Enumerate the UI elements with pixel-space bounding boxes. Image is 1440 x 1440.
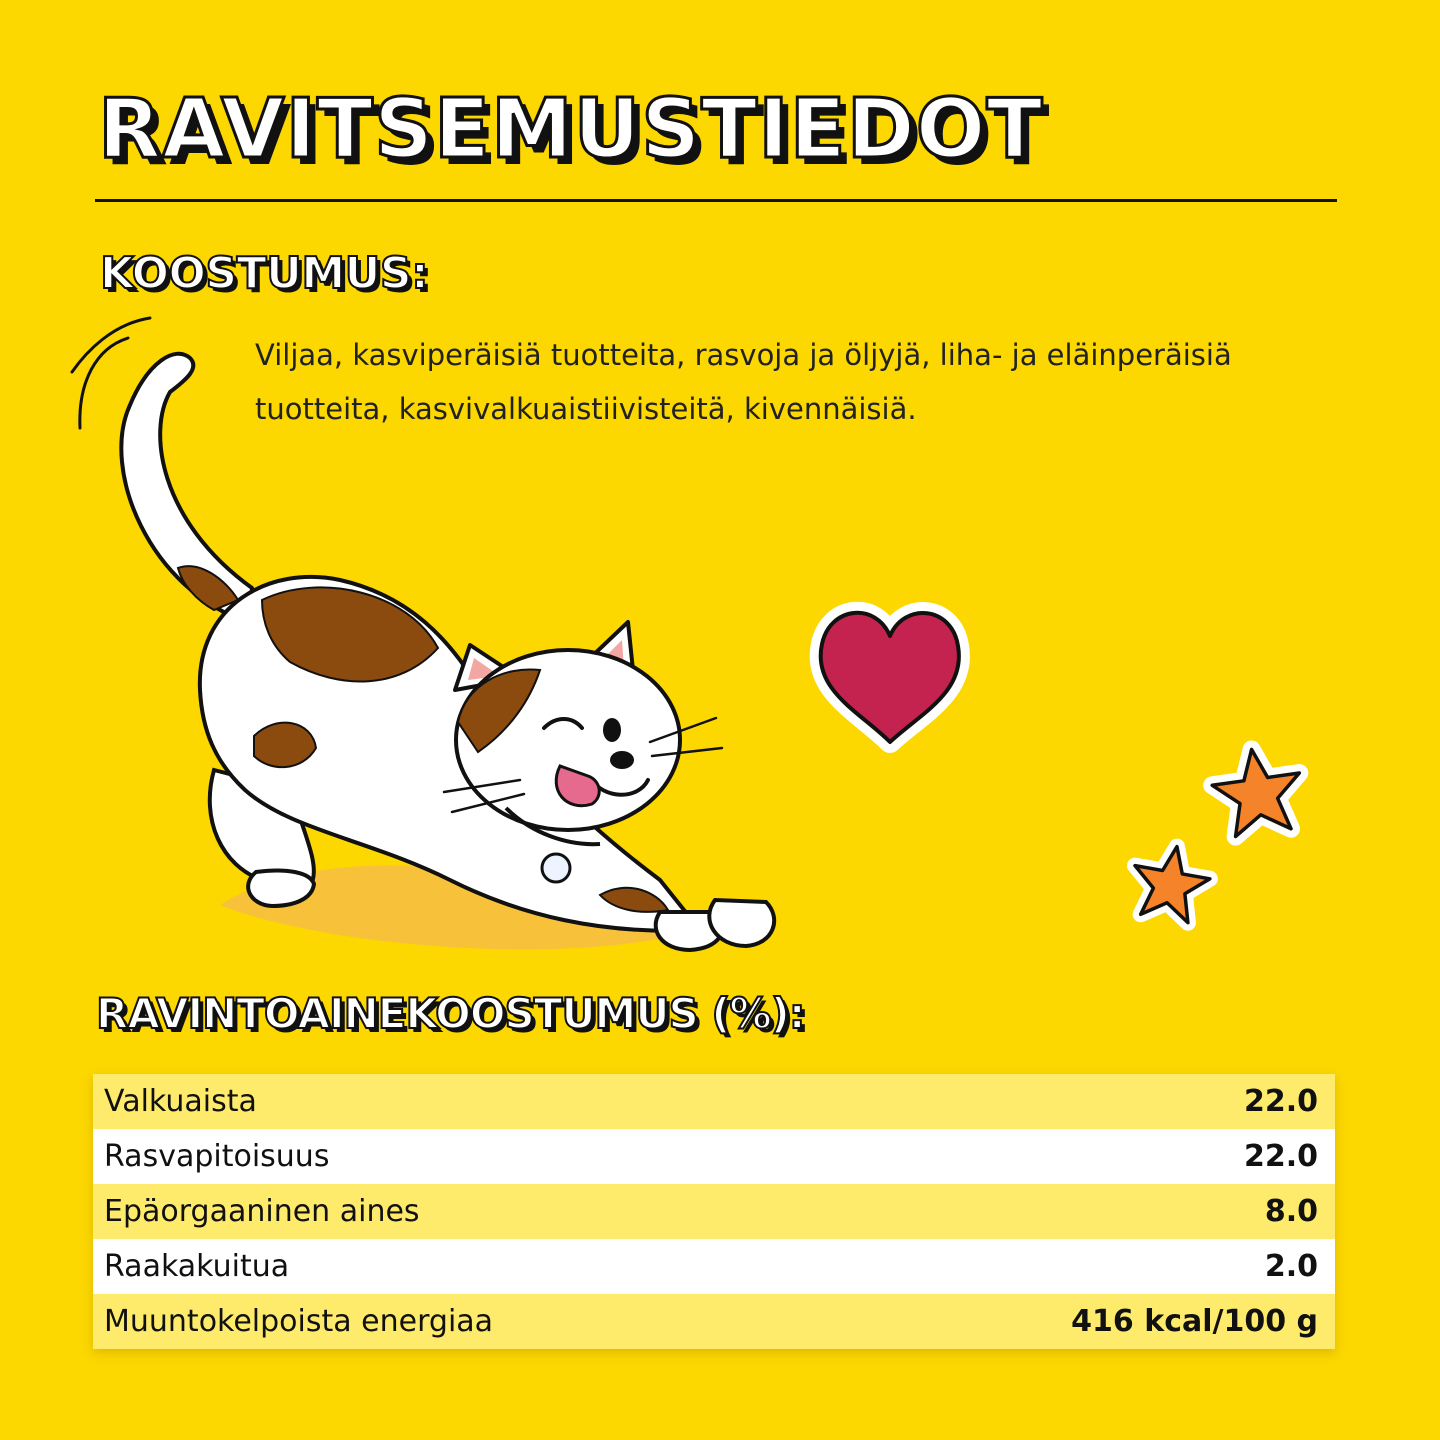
nutrient-label: Valkuaista xyxy=(104,1084,257,1119)
nutrient-value: 8.0 xyxy=(1264,1194,1318,1229)
table-row xyxy=(93,1294,1335,1349)
star-icon xyxy=(1208,743,1307,838)
table-row xyxy=(93,1239,1335,1294)
table-row xyxy=(93,1129,1335,1184)
star-icon xyxy=(1127,840,1215,925)
nutrient-label: Rasvapitoisuus xyxy=(104,1139,330,1174)
nutrient-label: Raakakuitua xyxy=(104,1249,290,1284)
nutrient-value: 2.0 xyxy=(1264,1249,1318,1284)
page-title: RAVITSEMUSTIEDOT xyxy=(98,82,1044,177)
composition-heading: KOOSTUMUS: xyxy=(100,248,429,299)
nutrient-value: 22.0 xyxy=(1243,1084,1318,1119)
ingredients-text: Viljaa, kasviperäisiä tuotteita, rasvoja ja öljyjä, liha- ja eläinperäisiä tuotteita, kasvivalkuaistiivisteitä, kivennäisiä. xyxy=(255,338,1232,426)
cat-illustration xyxy=(72,318,774,950)
table-row xyxy=(93,1074,1335,1129)
heart-icon xyxy=(821,613,959,742)
cat-nose xyxy=(610,751,634,769)
nutrient-label: Muuntokelpoista energiaa xyxy=(104,1304,494,1339)
illustration xyxy=(0,300,1440,980)
nutrient-label: Epäorgaaninen aines xyxy=(104,1194,420,1229)
cat-back-paw xyxy=(248,871,314,907)
cat-eye xyxy=(603,718,621,742)
cat-front-paw xyxy=(709,900,774,946)
collar-tag xyxy=(542,854,570,882)
nutrient-value: 416 kcal/100 g xyxy=(1071,1304,1318,1339)
nutrients-heading: RAVINTOAINEKOOSTUMUS (%): xyxy=(96,989,805,1038)
title-divider xyxy=(95,199,1337,202)
table-row xyxy=(93,1184,1335,1239)
nutrition-table xyxy=(93,1074,1335,1349)
nutrient-value: 22.0 xyxy=(1243,1139,1318,1174)
